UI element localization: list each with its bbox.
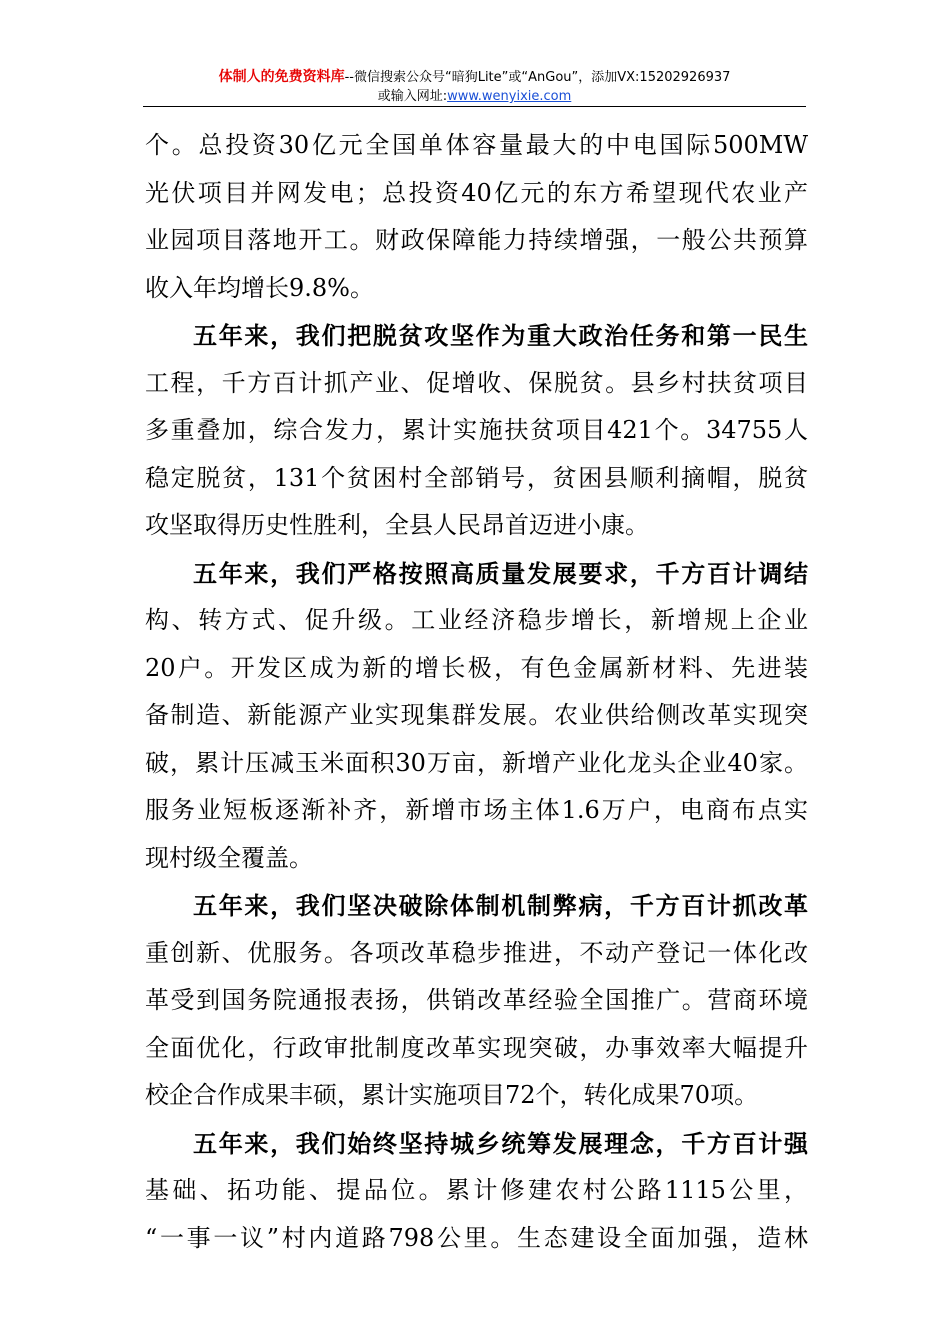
header-line-1 [143,68,806,87]
paragraph-lead-text: 我们严格按照高质量发展要求，千方百计调结 [295,558,809,588]
header-divider [143,106,806,107]
text-line: “一事一议”村内道路798公里。生态建设全面加强，造林 [145,1223,808,1252]
text-line-first [145,1120,808,1168]
text-line: 个。总投资30亿元全国单体容量最大的中电国际500MW [145,131,808,159]
text-line: 光伏项目并网发电；总投资40亿元的东方希望现代农业产 [145,178,808,207]
document-body [145,122,808,1262]
paragraph-5 [145,1120,808,1263]
paragraph-lead: 五年来， [193,1128,296,1158]
text-line: 基础、拓功能、提品位。累计修建农村公路1115公里， [145,1176,808,1204]
text-line: 工程，千方百计抓产业、促增收、保脱贫。县乡村扶贫项目 [145,368,808,397]
text-line: 20户。开发区成为新的增长极，有色金属新材料、先进装 [145,653,808,682]
text-line: 构、转方式、促升级。工业经济稳步增长，新增规上企业 [145,606,808,634]
paragraph-3 [145,550,808,883]
paragraph-lead-text: 我们把脱贫攻坚作为重大政治任务和第一民生 [295,321,809,350]
text-line: 收入年均增长9.8%。 [145,273,374,302]
header-info: --微信搜索公众号“暗狗Lite”或“AnGou”，添加VX:15202926937 [344,70,731,85]
text-line: 攻坚取得历史性胜利，全县人民昂首迈进小康。 [145,511,649,539]
paragraph-lead-text: 我们坚决破除体制机制弊病，千方百计抓改革 [295,891,809,920]
paragraph-lead-text: 我们始终坚持城乡统筹发展理念，千方百计强 [295,1128,809,1158]
text-line: 重创新、优服务。各项改革稳步推进，不动产登记一体化改 [145,938,808,967]
text-line: 全面优化，行政审批制度改革实现突破，办事效率大幅提升 [145,1033,808,1062]
text-line: 革受到国务院通报表扬，供销改革经验全国推广。营商环境 [145,986,808,1014]
text-line: 备制造、新能源产业实现集群发展。农业供给侧改革实现突 [145,701,808,729]
header-brand: 体制人的免费资料库 [218,69,345,85]
text-line: 业园项目落地开工。财政保障能力持续增强，一般公共预算 [145,226,808,254]
text-line-first [145,882,808,930]
header-url-link[interactable]: www.wenyixie.com [447,89,572,104]
text-line: 服务业短板逐渐补齐，新增市场主体1.6万户，电商布点实 [145,796,808,824]
page-header [143,68,806,106]
paragraph-2 [145,312,808,550]
paragraph-1 [145,122,808,312]
text-line: 稳定脱贫，131个贫困村全部销号，贫困县顺利摘帽，脱贫 [145,463,808,492]
header-line-2 [143,87,806,106]
text-line-first [145,312,808,360]
paragraph-lead: 五年来， [193,321,296,350]
header-url-prefix: 或输入网址: [377,89,448,104]
paragraph-lead: 五年来， [193,891,296,920]
text-line: 破，累计压减玉米面积30万亩，新增产业化龙头企业40家。 [145,748,808,777]
paragraph-lead: 五年来， [193,558,296,588]
paragraph-4 [145,882,808,1120]
text-line: 现村级全覆盖。 [145,843,313,872]
text-line-first [145,550,808,598]
text-line: 校企合作成果丰硕，累计实施项目72个，转化成果70项。 [145,1081,759,1109]
text-line: 多重叠加，综合发力，累计实施扶贫项目421个。34755人 [145,416,808,444]
